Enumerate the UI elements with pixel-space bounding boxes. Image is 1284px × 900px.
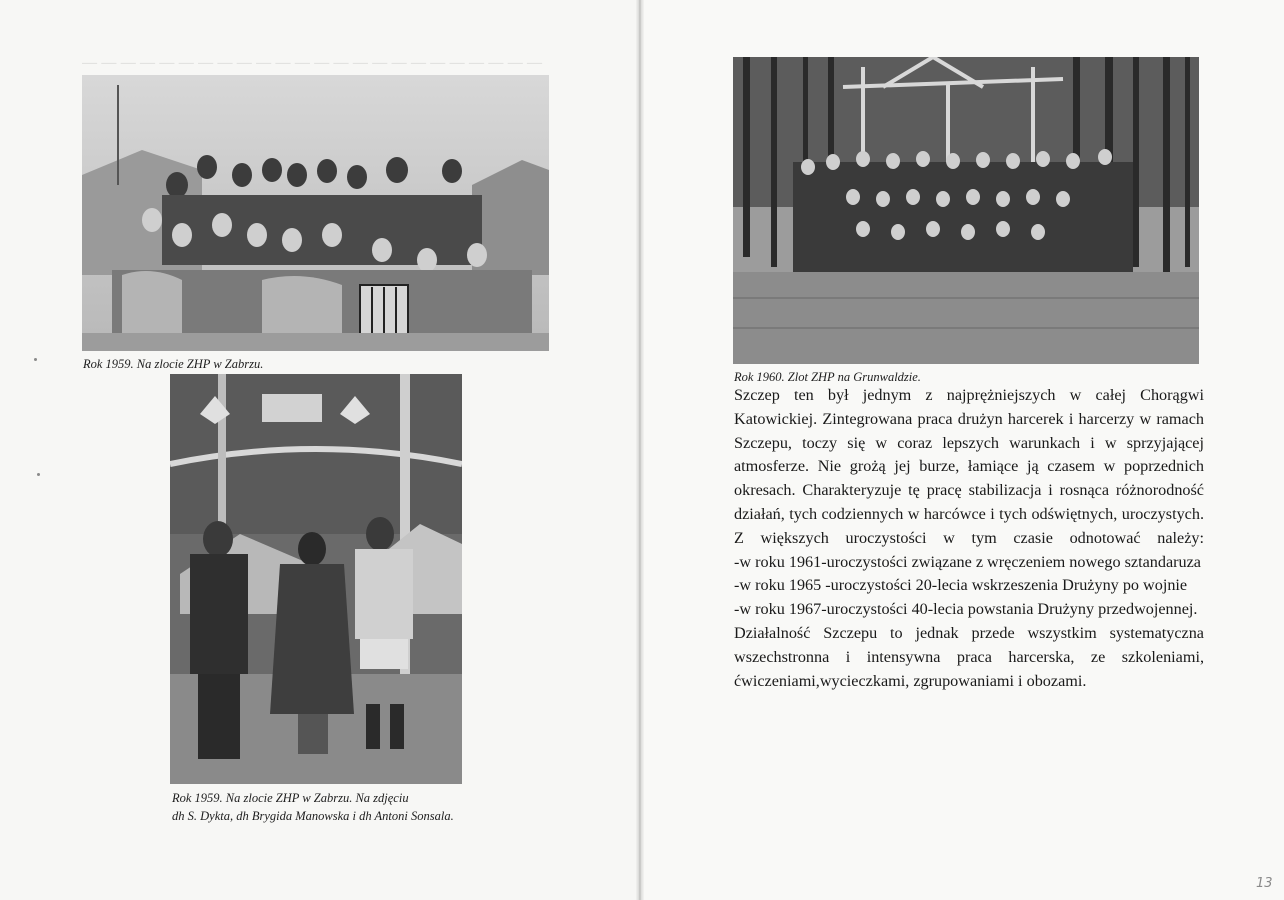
caption-photo-1960: Rok 1960. Zlot ZHP na Grunwaldzie. <box>734 370 921 384</box>
caption-photo-1959-top: Rok 1959. Na zlocie ZHP w Zabrzu. <box>83 357 264 371</box>
caption-photo-1959-bottom-line1: Rok 1959. Na zlocie ZHP w Zabrzu. Na zdjęciu <box>172 791 409 805</box>
paragraph-item-1967: -w roku 1967-uroczystości 40-lecia powstania Drużyny przedwojennej. <box>734 600 1198 619</box>
caption-photo-1959-bottom-line2: dh S. Dykta, dh Brygida Manowska i dh Antoni Sonsala. <box>172 809 454 823</box>
body-text <box>734 384 1204 693</box>
paragraph-intro: Szczep ten był jednym z najprężniejszych w całej Chorągwi Katowickiej. Zintegrowana praca drużyn harcerek i harcerzy w ramach Szczepu, toczy się w coraz lepszych warunkach i w sprzyjającej atmosferze. Nie grożą jej burze, łamiące ją czasem w poprzednich okresach. Charakteryzuje tę pracę stabilizacja i rosnąca różnorodność działań, tych codziennych w harcówce i tych odświętnych, uroczystych. Z większych uroczystości w tym czasie odnotować należy: <box>734 386 1204 547</box>
paragraph-item-1961: -w roku 1961-uroczystości związane z wręczeniem nowego sztandaruza <box>734 552 1201 571</box>
photo-three-scout-leaders <box>170 374 462 784</box>
page-number: 13 <box>1256 876 1273 891</box>
page-speck <box>34 358 37 361</box>
bleed-through-text: — — — — — — — — — — — — — — — — — — — — — — — — <box>82 55 543 71</box>
book-gutter <box>636 0 644 900</box>
paragraph-item-1965: -w roku 1965 -uroczystości 20-lecia wskrzeszenia Drużyny po wojnie <box>734 576 1188 595</box>
photo-grunwald-rally <box>733 57 1199 364</box>
page-speck-2 <box>37 473 40 476</box>
paragraph-closing: Działalność Szczepu to jednak przede wszystkim systematyczna wszechstronna i intensywna praca harcerska, ze szkoleniami, ćwiczeniami,wycieczkami, zgrupowaniami i obozami. <box>734 623 1204 690</box>
photo-scouts-with-accordion <box>82 75 549 351</box>
